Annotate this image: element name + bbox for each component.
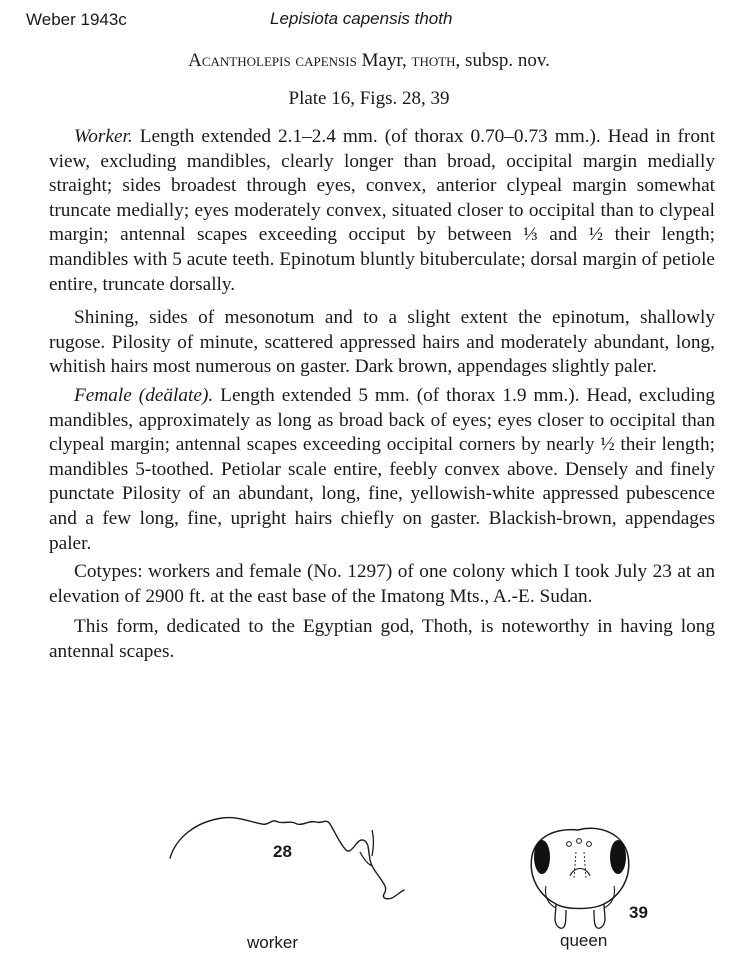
- plate-reference: Plate 16, Figs. 28, 39: [288, 88, 450, 109]
- figure-28-caption: worker: [247, 933, 299, 952]
- worker-label: Worker.: [74, 126, 133, 147]
- figures-area: [0, 800, 738, 968]
- sculpture-paragraph: Shining, sides of mesonotum and to a slight extent the epinotum, shallowly rugose. Pilosity of minute, scattered appressed hairs and moderately abundant, long, whitish hairs most numerous on gaster. Dark brown, appendages slightly paler.: [49, 307, 715, 378]
- title-author: Mayr,: [361, 50, 407, 71]
- species-title: [0, 50, 738, 72]
- female-label: Female (deälate).: [74, 384, 214, 406]
- worker-paragraph: [49, 125, 715, 297]
- figure-28-number: 28: [273, 842, 292, 861]
- figure-39-caption: queen: [560, 931, 608, 950]
- cotypes-paragraph: Cotypes: workers and female (No. 1297) of one colony which I took July 23 at an elevation of 2900 ft. at the east base of the Imatong Mts., A.-E. Sudan.: [49, 561, 715, 607]
- taxon-header: Lepisiota capensis thoth: [270, 9, 453, 28]
- queen-head-drawing: [0, 800, 738, 968]
- female-description: Length extended 5 mm. (of thorax 1.9 mm.). Head, excluding mandibles, approximately as long as broad back of eyes; eyes closer to occipital than clypeal margin; antennal scapes exceeding occipital corners by nearly ½ their length; mandibles 5-toothed. Petiolar scale entire, feebly convex above. Densely and finely punctate Pilosity of an abundant, long, fine, yellowish-white appressed pubescence and a few long, fine, upright hairs chiefly on gaster. Blackish-brown, appendages paler.: [49, 384, 715, 554]
- female-paragraph: [49, 384, 715, 556]
- citation-header: Weber 1943c: [26, 10, 127, 29]
- worker-description: Length extended 2.1–2.4 mm. (of thorax 0.70–0.73 mm.). Head in front view, excluding mandibles, clearly longer than broad, occipital margin medially straight; sides broadest through eyes, convex, anterior clypeal margin somewhat truncate medially; eyes moderately convex, situated closer to occipital than to clypeal margin; antennal scapes exceeding occiput by between ⅓ and ½ their length; mandibles with 5 acute teeth. Epinotum bluntly bituberculate; dorsal margin of petiole entire, truncate dorsally.: [49, 126, 715, 295]
- figure-39-number: 39: [629, 903, 648, 922]
- title-subspecies: thoth,: [411, 50, 461, 71]
- description-body: [49, 125, 715, 664]
- title-genus-species: Acantholepis capensis: [188, 50, 357, 71]
- dedication-paragraph: This form, dedicated to the Egyptian god, Thoth, is noteworthy in having long antennal scapes.: [49, 616, 715, 662]
- title-status: subsp. nov.: [465, 50, 550, 71]
